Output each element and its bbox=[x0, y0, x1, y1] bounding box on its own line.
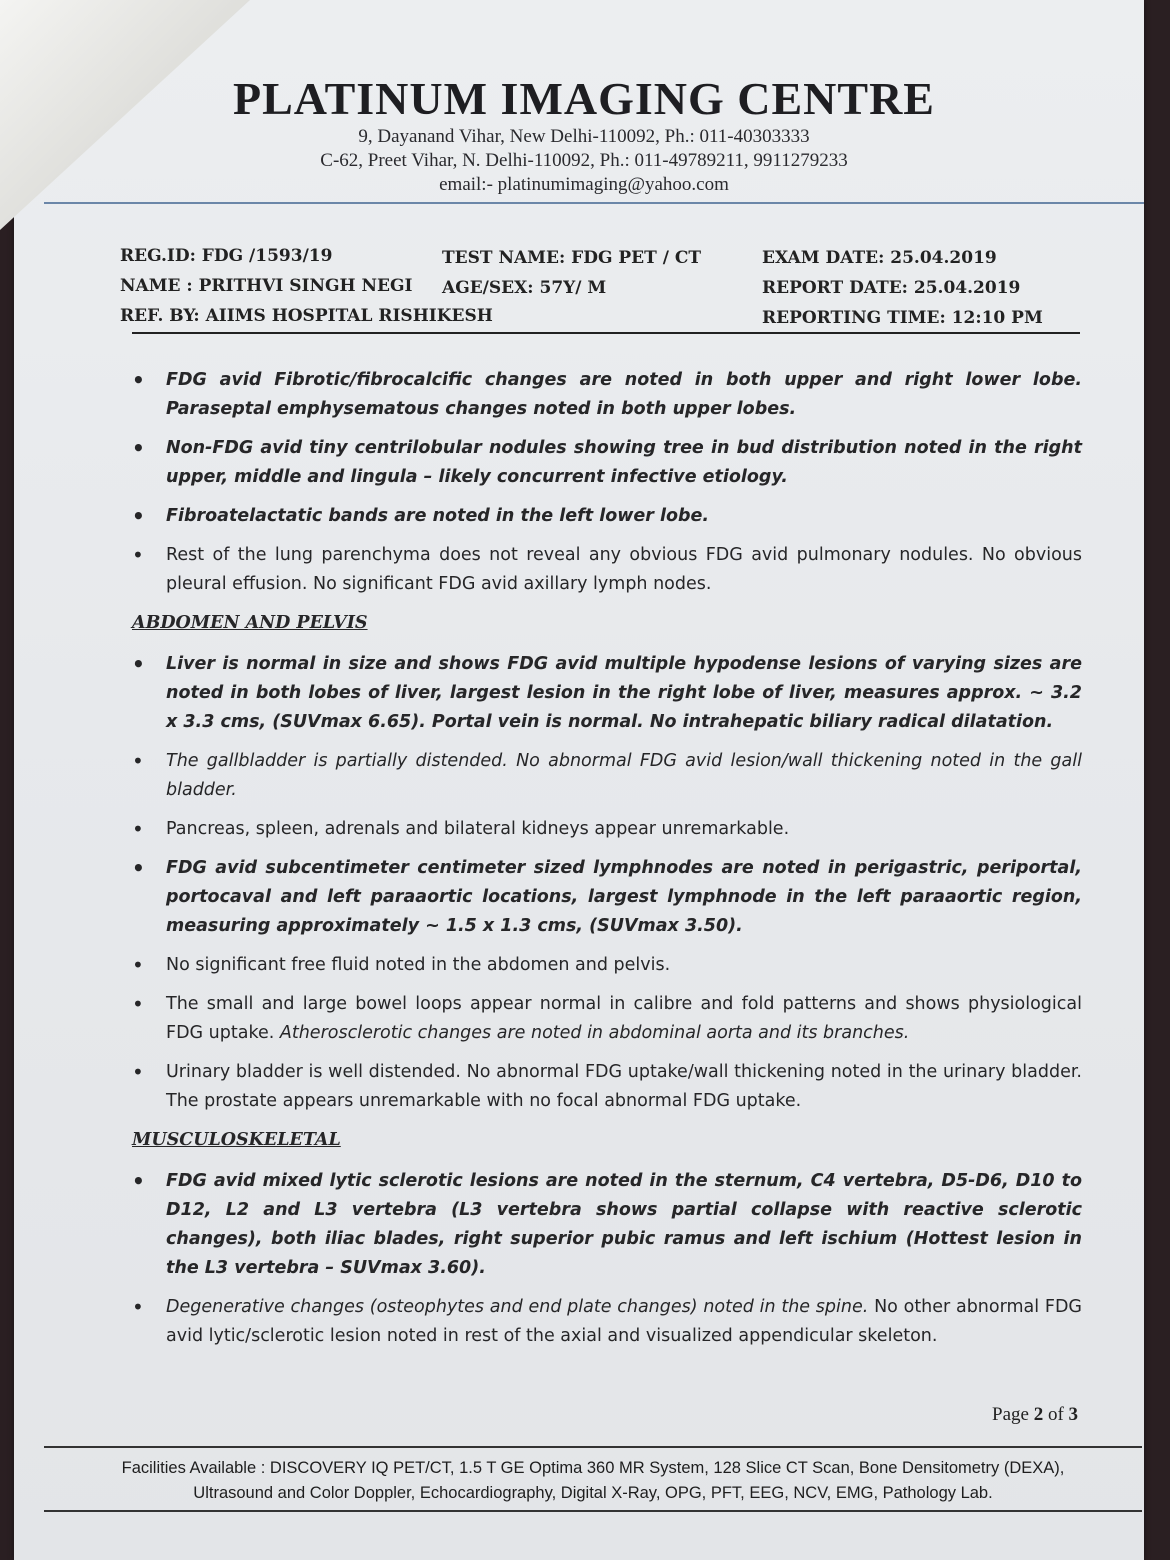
abdomen-findings bbox=[132, 650, 1082, 1116]
reporting-time: REPORTING TIME: 12:10 PM bbox=[762, 308, 1043, 328]
page-sep: of bbox=[1043, 1404, 1069, 1425]
list-item-text-italic: Atherosclerotic changes are noted in abdominal aorta and its branches. bbox=[279, 1023, 910, 1043]
list-item: • Pancreas, spleen, adrenals and bilateral kidneys appear unremarkable. bbox=[132, 815, 1082, 844]
info-divider bbox=[132, 332, 1080, 334]
footer-line-2: Ultrasound and Color Doppler, Echocardiography, Digital X-Ray, OPG, PFT, EEG, NCV, EMG, Pathology Lab. bbox=[193, 1484, 993, 1502]
list-item: • Rest of the lung parenchyma does not reveal any obvious FDG avid pulmonary nodules. No obvious pleural effusion. No significant FDG avid axillary lymph nodes. bbox=[132, 541, 1082, 599]
facilities-footer bbox=[44, 1456, 1142, 1506]
list-item bbox=[132, 990, 1082, 1048]
musculoskeletal-findings bbox=[132, 1167, 1082, 1351]
age-sex: AGE/SEX: 57Y/ M bbox=[442, 278, 607, 298]
clinic-name: PLATINUM IMAGING CENTRE bbox=[233, 73, 935, 124]
list-item: • Urinary bladder is well distended. No abnormal FDG uptake/wall thickening noted in the urinary bladder. The prostate appears unremarkable with no focal abnormal FDG uptake. bbox=[132, 1058, 1082, 1116]
exam-date: EXAM DATE: 25.04.2019 bbox=[762, 248, 997, 268]
list-item: • The gallbladder is partially distended. No abnormal FDG avid lesion/wall thickening noted in the gall bladder. bbox=[132, 747, 1082, 805]
list-item: • No significant free fluid noted in the abdomen and pelvis. bbox=[132, 951, 1082, 980]
report-date: REPORT DATE: 25.04.2019 bbox=[762, 278, 1021, 298]
list-item bbox=[132, 1293, 1082, 1351]
header-divider bbox=[44, 202, 1144, 204]
list-item-text: The small and large bowel loops appear normal in calibre and fold patterns and shows physiological FDG uptake. bbox=[166, 994, 1082, 1043]
list-item: • FDG avid subcentimeter centimeter sized lymphnodes are noted in perigastric, periportal, portocaval and left paraaortic locations, largest lymphnode in the left paraaortic region, measuring approximately ~ 1.5 x 1.3 cms, (SUVmax 3.50). bbox=[132, 854, 1082, 941]
report-page bbox=[14, 0, 1144, 1560]
list-item: • Non-FDG avid tiny centrilobular nodules showing tree in bud distribution noted in the right upper, middle and lingula – likely concurrent infective etiology. bbox=[132, 434, 1082, 492]
test-name: TEST NAME: FDG PET / CT bbox=[442, 248, 702, 268]
letterhead bbox=[14, 72, 1154, 197]
list-item: • FDG avid Fibrotic/fibrocalcific changes are noted in both upper and right lower lobe. Paraseptal emphysematous changes noted in both upper lobes. bbox=[132, 366, 1082, 424]
list-item-text: No other abnormal FDG avid lytic/sclerotic lesion noted in rest of the axial and visualized appendicular skeleton. bbox=[166, 1297, 1082, 1346]
footer-divider-top bbox=[44, 1446, 1142, 1448]
list-item: • Fibroatelactatic bands are noted in the left lower lobe. bbox=[132, 502, 1082, 531]
footer-line-1: Facilities Available : DISCOVERY IQ PET/CT, 1.5 T GE Optima 360 MR System, 128 Slice CT Scan, Bone Densitometry (DEXA), bbox=[121, 1459, 1065, 1477]
page-number bbox=[992, 1404, 1078, 1426]
email-line: email:- platinumimaging@yahoo.com bbox=[439, 174, 729, 195]
address-line-1: 9, Dayanand Vihar, New Delhi-110092, Ph.: 011-40303333 bbox=[358, 126, 810, 147]
page-prefix: Page bbox=[992, 1404, 1034, 1425]
report-body bbox=[132, 366, 1082, 1361]
section-heading-musculoskeletal: MUSCULOSKELETAL bbox=[132, 1130, 341, 1150]
page-total: 3 bbox=[1068, 1404, 1079, 1425]
thorax-findings bbox=[132, 366, 1082, 599]
patient-name: NAME : PRITHVI SINGH NEGI bbox=[120, 276, 413, 296]
reg-id: REG.ID: FDG /1593/19 bbox=[120, 246, 333, 266]
section-heading-abdomen: ABDOMEN AND PELVIS bbox=[132, 613, 368, 633]
list-item: • Liver is normal in size and shows FDG avid multiple hypodense lesions of varying sizes are noted in both lobes of liver, largest lesion in the right lobe of liver, measures approx. ~ 3.2 x 3.3 cms, (SUVmax 6.65). Portal vein is normal. No intrahepatic biliary radical dilatation. bbox=[132, 650, 1082, 737]
list-item: • FDG avid mixed lytic sclerotic lesions are noted in the sternum, C4 vertebra, D5-D6, D10 to D12, L2 and L3 vertebra (L3 vertebra shows partial collapse with reactive sclerotic changes), both iliac blades, right superior pubic ramus and left ischium (Hottest lesion in the L3 vertebra – SUVmax 3.60). bbox=[132, 1167, 1082, 1283]
referred-by: REF. BY: AIIMS HOSPITAL RISHIKESH bbox=[120, 306, 493, 326]
page-current: 2 bbox=[1033, 1404, 1044, 1425]
list-item-text-italic: Degenerative changes (osteophytes and end plate changes) noted in the spine. bbox=[166, 1297, 869, 1317]
footer-divider-bottom bbox=[44, 1510, 1142, 1512]
address-line-2: C-62, Preet Vihar, N. Delhi-110092, Ph.: 011-49789211, 9911279233 bbox=[320, 150, 848, 171]
